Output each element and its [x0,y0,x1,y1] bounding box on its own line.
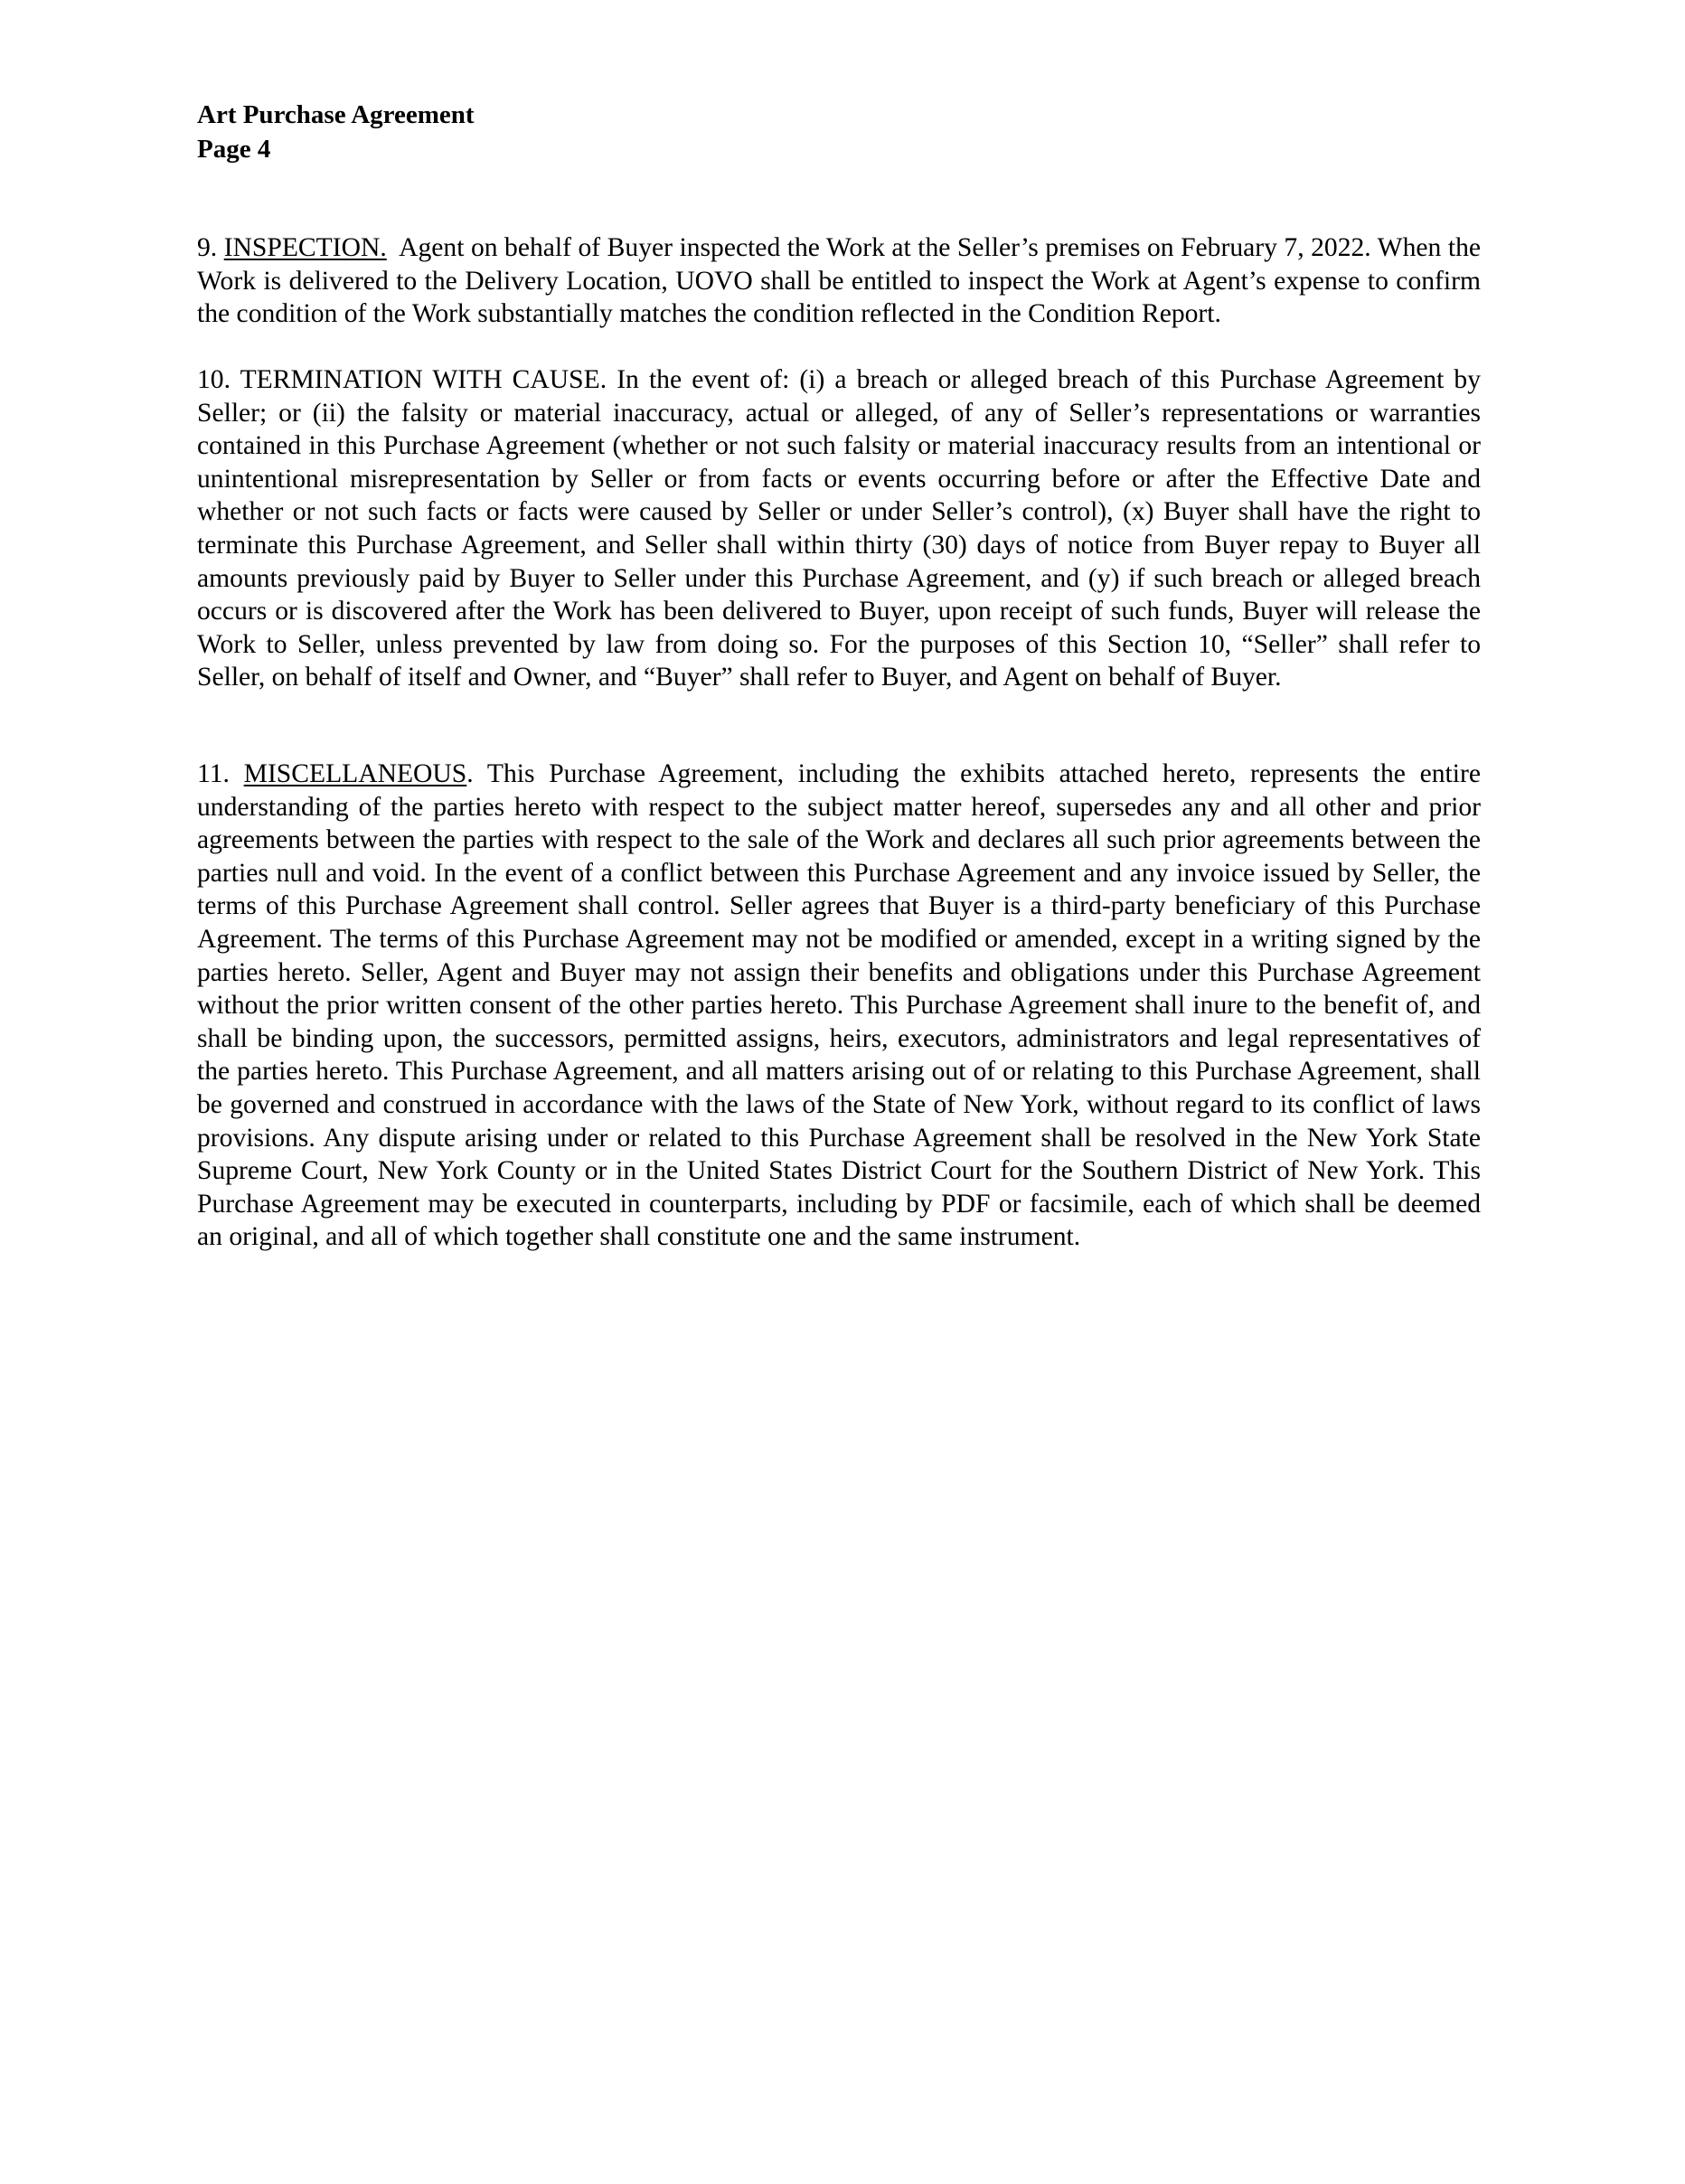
page-number: Page 4 [197,135,271,164]
section-9-inspection [197,231,1488,331]
document-title: Art Purchase Agreement [197,100,475,129]
section-10-text: 10. TERMINATION WITH CAUSE. In the event of: (i) a breach or alleged breach of this Purchase Agreement by Seller; or (ii) the falsity or material inaccuracy, actual or alleged, of any of Seller’s representations or warranties contained in this Purchase Agreement (whether or not such falsity or material inaccuracy results from an intentional or unintentional misrepresentation by Seller or from facts or events occurring before or after the Effective Date and whether or not such facts or facts were caused by Seller or under Seller’s control), (x) Buyer shall have the right to terminate this Purchase Agreement, and Seller shall within thirty (30) days of notice from Buyer repay to Buyer all amounts previously paid by Buyer to Seller under this Purchase Agreement, and (y) if such breach or alleged breach occurs or is discovered after the Work has been delivered to Buyer, upon receipt of such funds, Buyer will release the Work to Seller, unless prevented by law from doing so. For the purposes of this Section 10, “Seller” shall refer to Seller, on behalf of itself and Owner, and “Buyer” shall refer to Buyer, and Agent on behalf of Buyer. [197,365,1481,692]
section-10-termination [197,363,1481,694]
section-9-heading: INSPECTION. [223,233,387,262]
section-11-heading: MISCELLANEOUS [243,759,467,788]
section-11-number: 11. [197,759,244,788]
page-header [197,98,475,166]
section-9-number: 9. [197,233,224,262]
section-11-miscellaneous [197,758,1481,1254]
section-11-text: . This Purchase Agreement, including the exhibits attached hereto, represents the entire understanding of the parties hereto with respect to the subject matter hereof, supersedes any and all other and prior agreements between the parties with respect to the sale of the Work and declares all such prior agreements between the parties null and void. In the event of a conflict between this Purchase Agreement and any invoice issued by Seller, the terms of this Purchase Agreement shall control. Seller agrees that Buyer is a third-party beneficiary of this Purchase Agreement. The terms of this Purchase Agreement may not be modified or amended, except in a writing signed by the parties hereto. Seller, Agent and Buyer may not assign their benefits and obligations under this Purchase Agreement without the prior written consent of the other parties hereto. This Purchase Agreement shall inure to the benefit of, and shall be binding upon, the successors, permitted assigns, heirs, executors, administrators and legal representatives of the parties hereto. This Purchase Agreement, and all matters arising out of or relating to this Purchase Agreement, shall be governed and construed in accordance with the laws of the State of New York, without regard to its conflict of laws provisions. Any dispute arising under or related to this Purchase Agreement shall be resolved in the New York State Supreme Court, New York County or in the United States District Court for the Southern District of New York. This Purchase Agreement may be executed in counterparts, including by PDF or facsimile, each of which shall be deemed an original, and all of which together shall constitute one and the same instrument. [197,759,1481,1252]
section-9-text: Agent on behalf of Buyer inspected the Work at the Seller’s premises on February 7, 2022. When the Work is delivered to the Delivery Location, UOVO shall be entitled to inspect the Work at Agent’s expense to confirm the condition of the Work substantially matches the condition reflected in the Condition Report. [197,233,1488,329]
